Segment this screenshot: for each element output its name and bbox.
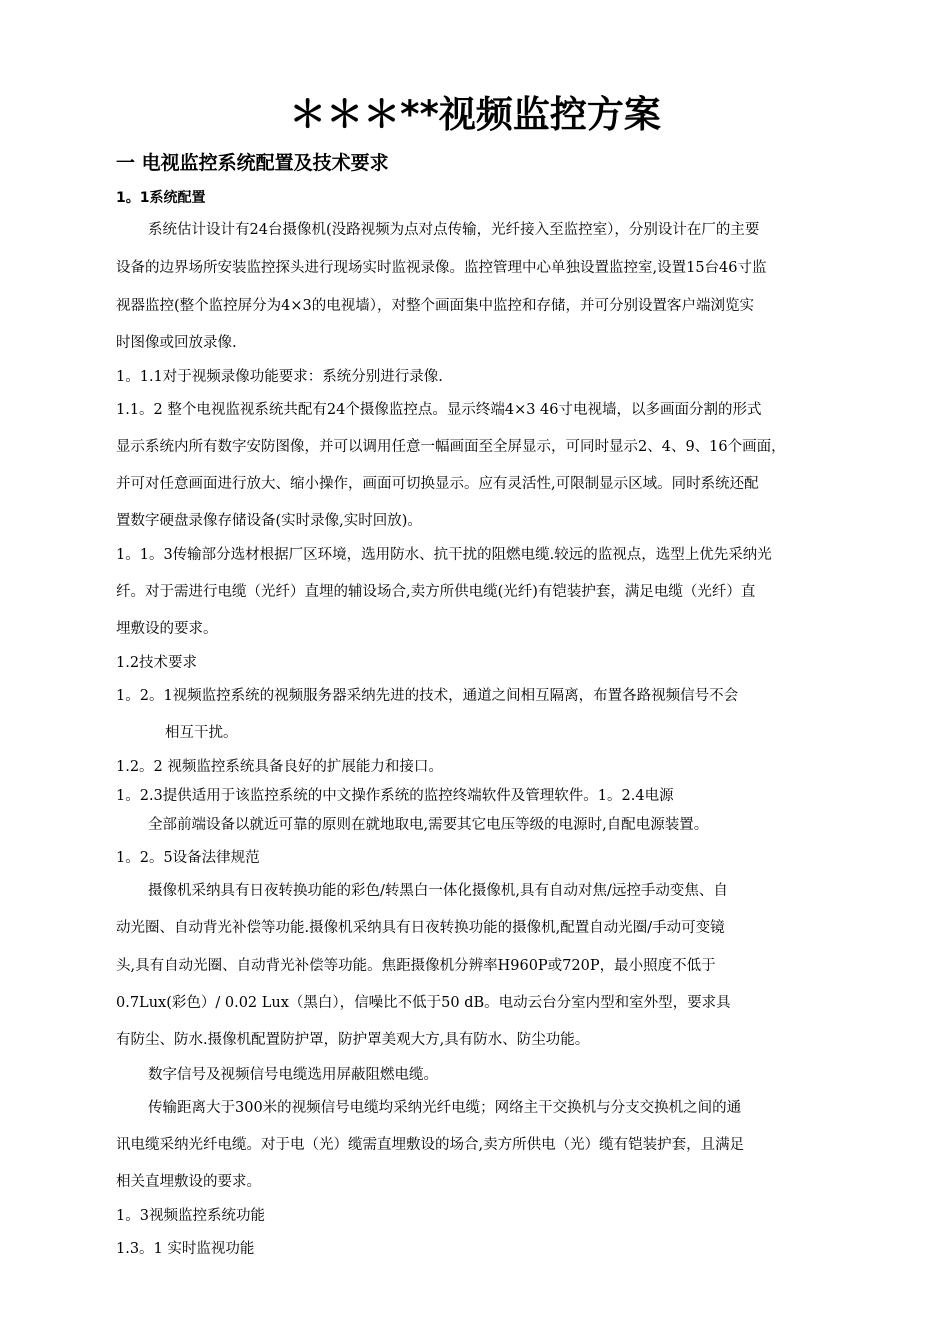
paragraph-line: 设备的边界场所安装监控探头进行现场实时监视录像。监控管理中心单独设置监控室,设置15台46寸监 <box>116 260 767 276</box>
item-1-2-5-para-line: 动光圈、自动背光补偿等功能.摄像机采纳具有日夜转换功能的摄像机,配置自动光圈/手动可变镜 <box>116 920 725 936</box>
item-1-2-3: 1。2.3提供适用于该监控系统的中文操作系统的监控终端软件及管理软件。1。2.4电源 <box>116 788 674 804</box>
item-1-2-1-line: 1。2。1视频监控系统的视频服务器采纳先进的技术，通道之间相互隔离，布置各路视频信号不会 <box>116 688 739 704</box>
item-1-2-5-para3-line: 相关直埋敷设的要求。 <box>116 1174 261 1190</box>
item-1-1-3-line: 埋敷设的要求。 <box>116 621 218 637</box>
subsection-heading-1-2: 1.2技术要求 <box>116 655 198 671</box>
item-1-3-1: 1.3。1 实时监视功能 <box>116 1241 255 1257</box>
item-1-2-5-para-line: 摄像机采纳具有日夜转换功能的彩色/转黑白一体化摄像机,具有自动对焦/远控手动变焦、自 <box>148 883 728 899</box>
item-1-2-5-para-line: 0.7Lux(彩色）/ 0.02 Lux（黑白），信噪比不低于50 dB。电动云台分室内型和室外型，要求具 <box>116 995 731 1011</box>
item-1-2-5-para-line: 头,具有自动光圈、自动背光补偿等功能。焦距摄像机分辨率H960P或720P，最小照度不低于 <box>116 958 716 974</box>
subsection-heading-1-3: 1。3视频监控系统功能 <box>116 1208 265 1224</box>
section-heading: 一 电视监控系统配置及技术要求 <box>116 152 389 174</box>
paragraph-line: 视器监控(整个监控屏分为4×3的电视墙），对整个画面集中监控和存储，并可分别设置客户端浏览实 <box>116 298 755 314</box>
item-1-1-3-line: 纤。对于需进行电缆（光纤）直埋的辅设场合,卖方所供电缆(光纤)有铠装护套，满足电缆（光纤）直 <box>116 584 756 600</box>
paragraph-line: 系统估计设计有24台摄像机(没路视频为点对点传输，光纤接入至监控室），分别设计在厂的主要 <box>148 222 760 238</box>
item-1-1-2-line: 1.1。2 整个电视监视系统共配有24个摄像监控点。显示终端4×3 46寸电视墙，以多画面分割的形式 <box>116 402 762 418</box>
item-1-2-2: 1.2。2 视频监控系统具备良好的扩展能力和接口。 <box>116 759 443 775</box>
item-1-2-4-paragraph: 全部前端设备以就近可靠的原则在就地取电,需要其它电压等级的电源时,自配电源装置。 <box>148 817 709 833</box>
item-1-2-5-para3-line: 讯电缆采纳光纤电缆。对于电（光）缆需直埋敷设的场合,卖方所供电（光）缆有铠装护套，且满足 <box>116 1137 745 1153</box>
item-1-1-2-line: 置数字硬盘录像存储设备(实时录像,实时回放)。 <box>116 513 422 529</box>
item-1-2-5-para-line: 有防尘、防水.摄像机配置防护罩，防护罩美观大方,具有防水、防尘功能。 <box>116 1032 590 1048</box>
subsection-heading-1-1: 1。1系统配置 <box>116 190 206 206</box>
paragraph-line: 时图像或回放录像. <box>116 335 237 351</box>
item-1-1-2-line: 并可对任意画面进行放大、缩小操作，画面可切换显示。应有灵活性,可限制显示区域。同时系统还配 <box>116 476 759 492</box>
item-1-1-2-line: 显示系统内所有数字安防图像，并可以调用任意一幅画面至全屏显示，可同时显示2、4、9、16个画面， <box>116 439 786 455</box>
item-1-2-5: 1。2。5设备法律规范 <box>116 850 260 866</box>
item-1-1-3-line: 1。1。3传输部分选材根据厂区环境，选用防水、抗干扰的阻燃电缆.较远的监视点，选型上优先采纳光 <box>116 547 772 563</box>
item-1-2-1-line: 相互干扰。 <box>165 725 238 741</box>
item-1-2-5-para3-line: 传输距离大于300米的视频信号电缆均采纳光纤电缆；网络主干交换机与分支交换机之间的通 <box>148 1100 742 1116</box>
document-title: ＊＊＊**视频监控方案 <box>289 93 661 136</box>
item-1-1-1: 1。1.1对于视频录像功能要求：系统分别进行录像. <box>116 369 443 385</box>
item-1-2-5-para2: 数字信号及视频信号电缆选用屏蔽阻燃电缆。 <box>148 1067 438 1083</box>
